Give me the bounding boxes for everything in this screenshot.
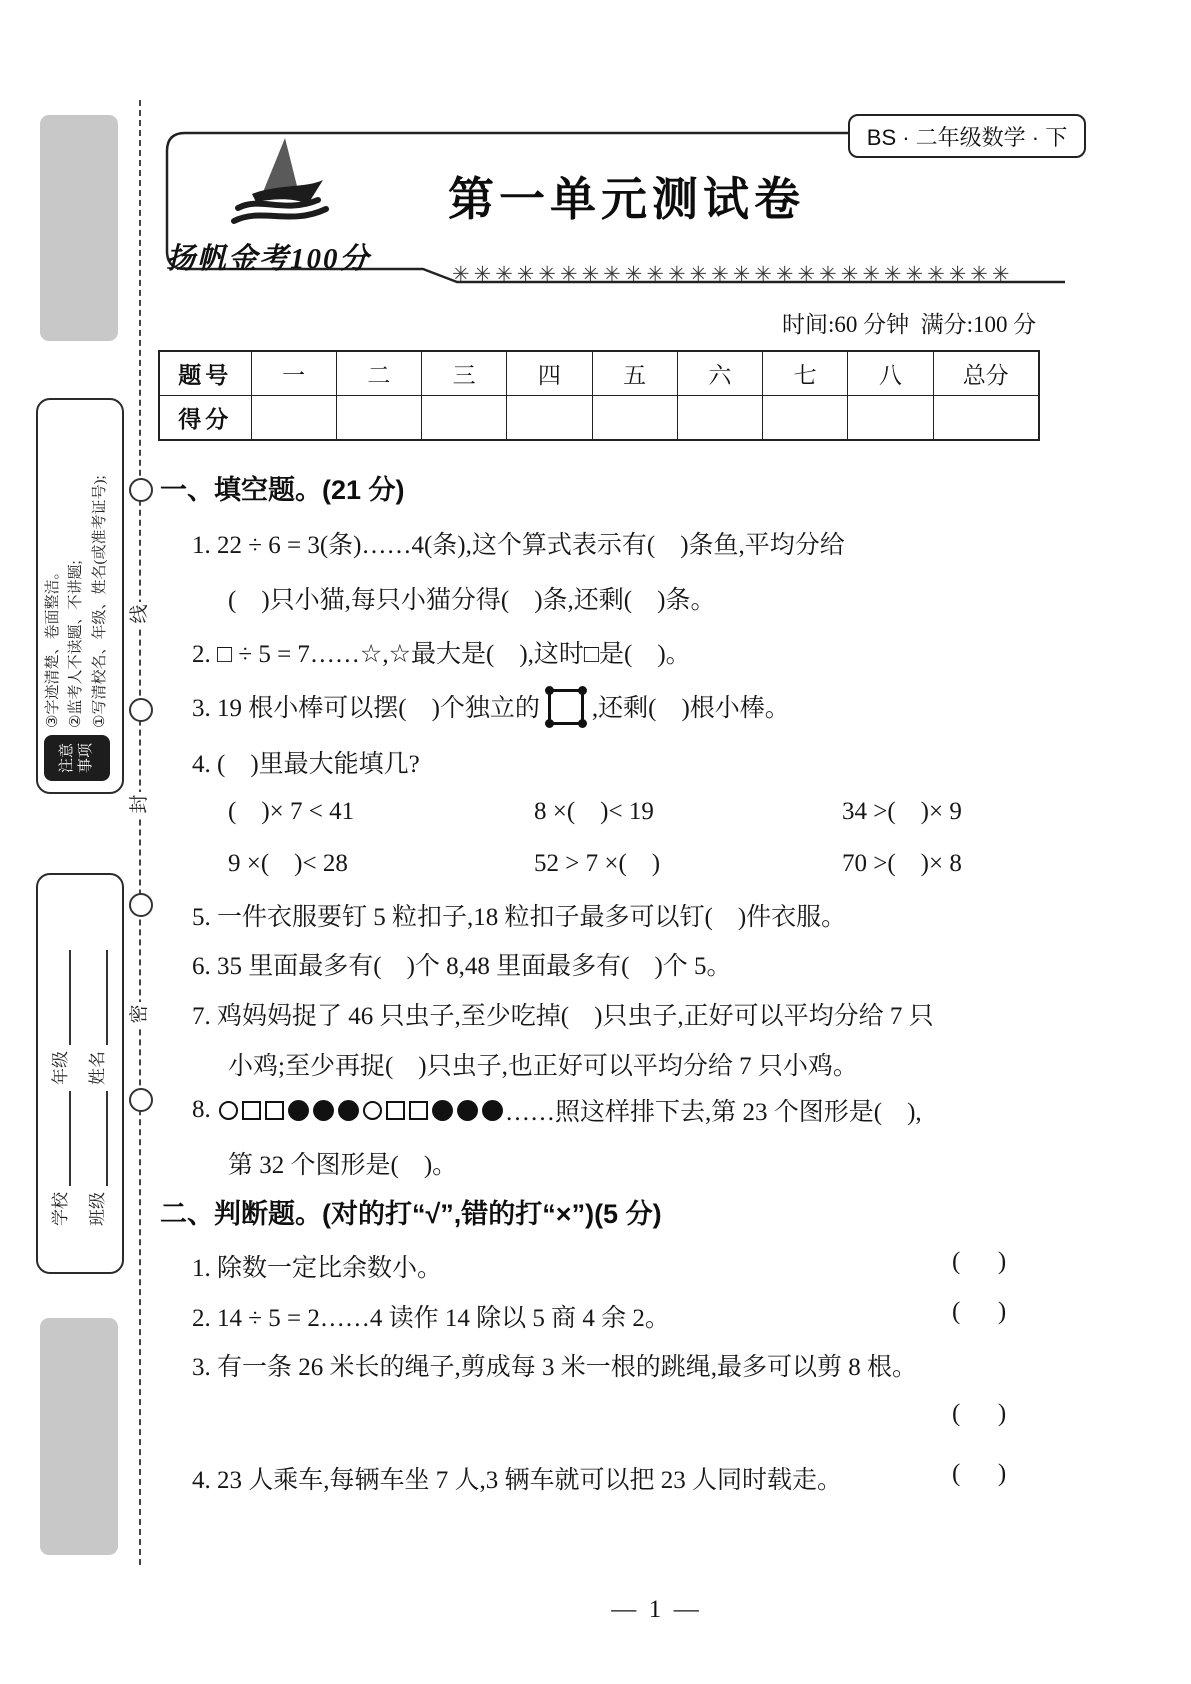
seal-circle <box>129 478 153 502</box>
judge-question-3: 3. 有一条 26 米长的绳子,剪成每 3 米一根的跳绳,最多可以剪 8 根。 <box>192 1354 918 1381</box>
score-col-header: 二 <box>336 351 421 396</box>
score-table <box>158 350 1040 441</box>
dot-shape <box>482 1100 503 1121</box>
field-label-class: 班级 <box>88 1192 107 1226</box>
binding-strip-bottom <box>40 1318 118 1555</box>
question-1-line-2: ( )只小猫,每只小猫分得( )条,还剩( )条。 <box>228 587 716 614</box>
question-8-text: ……照这样排下去,第 23 个图形是( ), <box>505 1099 922 1126</box>
score-col-header: 八 <box>848 351 933 396</box>
square-shape <box>265 1101 284 1120</box>
question-3-prefix: 3. 19 根小棒可以摆( )个独立的 <box>192 695 540 722</box>
score-col-header: 七 <box>763 351 848 396</box>
q8-pattern <box>217 1100 505 1121</box>
seal-char-line: 线 <box>128 602 152 626</box>
score-cell <box>848 396 933 441</box>
score-cell <box>763 396 848 441</box>
q4r1 <box>228 798 1078 838</box>
stars-row: ✳✳✳✳✳✳✳✳✳✳✳✳✳✳✳✳✳✳✳✳✳✳✳✳✳✳ <box>452 262 1014 286</box>
grade-input-line[interactable] <box>50 950 71 1045</box>
inequality-blank: 52 > 7 ×( ) <box>534 850 661 877</box>
inequality-blank: 9 ×( )< 28 <box>228 850 348 877</box>
brand-name: 扬帆金考100分 <box>166 243 371 275</box>
student-info-box <box>36 873 124 1274</box>
seal-dashed-line <box>139 100 141 1565</box>
binding-strip-top <box>40 115 118 341</box>
question-8-line-1 <box>192 1092 922 1128</box>
field-label-grade: 年级 <box>51 1051 70 1085</box>
question-5: 5. 一件衣服要钉 5 粒扣子,18 粒扣子最多可以钉( )件衣服。 <box>192 904 847 931</box>
question-2: 2. □ ÷ 5 = 7……☆,☆最大是( ),这时□是( )。 <box>192 641 691 668</box>
notice-line: ②监考人不读题、不讲题; <box>68 560 85 728</box>
edition-badge: BS · 二年级数学 · 下 <box>848 114 1086 158</box>
score-cell <box>336 396 421 441</box>
student-info-row-2 <box>83 875 108 1226</box>
notice-box-content <box>38 400 116 786</box>
dot-shape <box>288 1100 309 1121</box>
question-1-line-1: 1. 22 ÷ 6 = 3(条)……4(条),这个算式表示有( )条鱼,平均分给 <box>192 532 845 559</box>
score-table-score-row <box>159 396 1039 441</box>
notice-lines <box>42 475 112 728</box>
square-figure <box>548 689 584 725</box>
seal-char-seal: 封 <box>128 792 152 816</box>
score-col-header: 总分 <box>933 351 1039 396</box>
inequality-blank: 8 ×( )< 19 <box>534 798 654 825</box>
notice-line: ①写清校名、年级、姓名(或准考证号); <box>91 475 108 728</box>
notice-box <box>36 398 124 794</box>
question-7-line-2: 小鸡;至少再捉( )只虫子,也正好可以平均分给 7 只小鸡。 <box>228 1053 858 1080</box>
score-table-corner-label: 题号 <box>159 351 251 396</box>
page-title: 第一单元测试卷 <box>448 174 805 225</box>
q4r2 <box>228 850 1078 890</box>
section1-heading: 一、填空题。(21 分) <box>160 475 405 505</box>
score-col-header: 四 <box>507 351 592 396</box>
circle-shape <box>219 1101 238 1120</box>
square-shape <box>409 1101 428 1120</box>
question-8-number: 8. <box>192 1096 217 1123</box>
judge-question-2: 2. 14 ÷ 5 = 2……4 读作 14 除以 5 商 4 余 2。 <box>192 1305 670 1332</box>
score-cell <box>422 396 507 441</box>
answer-blank-4[interactable]: ( ) <box>952 1460 1007 1487</box>
time-score-meta: 时间:60 分钟 满分:100 分 <box>782 312 1037 337</box>
question-4: 4. ( )里最大能填几? <box>192 751 420 778</box>
circle-shape <box>363 1101 382 1120</box>
section2-heading: 二、判断题。(对的打“√”,错的打“×”)(5 分) <box>160 1199 662 1229</box>
judge-question-1: 1. 除数一定比余数小。 <box>192 1255 443 1282</box>
inequality-blank: 70 >( )× 8 <box>842 850 962 877</box>
notice-line: ③字迹清楚、卷面整洁。 <box>45 564 62 728</box>
question-3 <box>192 688 790 725</box>
score-col-header: 六 <box>677 351 762 396</box>
seal-circle <box>129 893 153 917</box>
question-8-line-2: 第 32 个图形是( )。 <box>228 1152 458 1179</box>
name-input-line[interactable] <box>87 950 108 1045</box>
student-info-row-1 <box>46 875 71 1226</box>
answer-blank-2[interactable]: ( ) <box>952 1298 1007 1325</box>
dot-shape <box>432 1100 453 1121</box>
answer-blank-1[interactable]: ( ) <box>952 1248 1007 1275</box>
square-shape <box>242 1101 261 1120</box>
class-input-line[interactable] <box>87 1091 108 1186</box>
score-col-header: 五 <box>592 351 677 396</box>
student-info-content <box>38 875 116 1266</box>
question-3-suffix: ,还剩( )根小棒。 <box>591 695 790 722</box>
score-cell <box>933 396 1039 441</box>
inequality-blank: 34 >( )× 9 <box>842 798 962 825</box>
score-table-header-row <box>159 351 1039 396</box>
field-label-school: 学校 <box>51 1192 70 1226</box>
score-cell <box>592 396 677 441</box>
score-cell <box>677 396 762 441</box>
question-7-line-1: 7. 鸡妈妈捉了 46 只虫子,至少吃掉( )只虫子,正好可以平均分给 7 只 <box>192 1003 934 1030</box>
score-cell <box>507 396 592 441</box>
notice-label: 注意事项 <box>44 735 110 781</box>
seal-char-secret: 密 <box>128 1002 152 1026</box>
square-shape <box>386 1101 405 1120</box>
score-cell <box>251 396 336 441</box>
seal-circle <box>129 1088 153 1112</box>
school-input-line[interactable] <box>50 1091 71 1186</box>
sailboat-logo-icon <box>222 134 342 234</box>
question-6: 6. 35 里面最多有( )个 8,48 里面最多有( )个 5。 <box>192 953 732 980</box>
dot-shape <box>457 1100 478 1121</box>
score-row-label: 得分 <box>159 396 251 441</box>
seal-circle <box>129 698 153 722</box>
field-label-name: 姓名 <box>88 1051 107 1085</box>
inequality-blank: ( )× 7 < 41 <box>228 798 355 825</box>
dot-shape <box>338 1100 359 1121</box>
score-col-header: 三 <box>422 351 507 396</box>
dot-shape <box>313 1100 334 1121</box>
answer-blank-3[interactable]: ( ) <box>952 1400 1007 1427</box>
score-col-header: 一 <box>251 351 336 396</box>
judge-question-4: 4. 23 人乘车,每辆车坐 7 人,3 辆车就可以把 23 人同时载走。 <box>192 1467 843 1494</box>
page-number: — 1 — <box>611 1596 699 1623</box>
